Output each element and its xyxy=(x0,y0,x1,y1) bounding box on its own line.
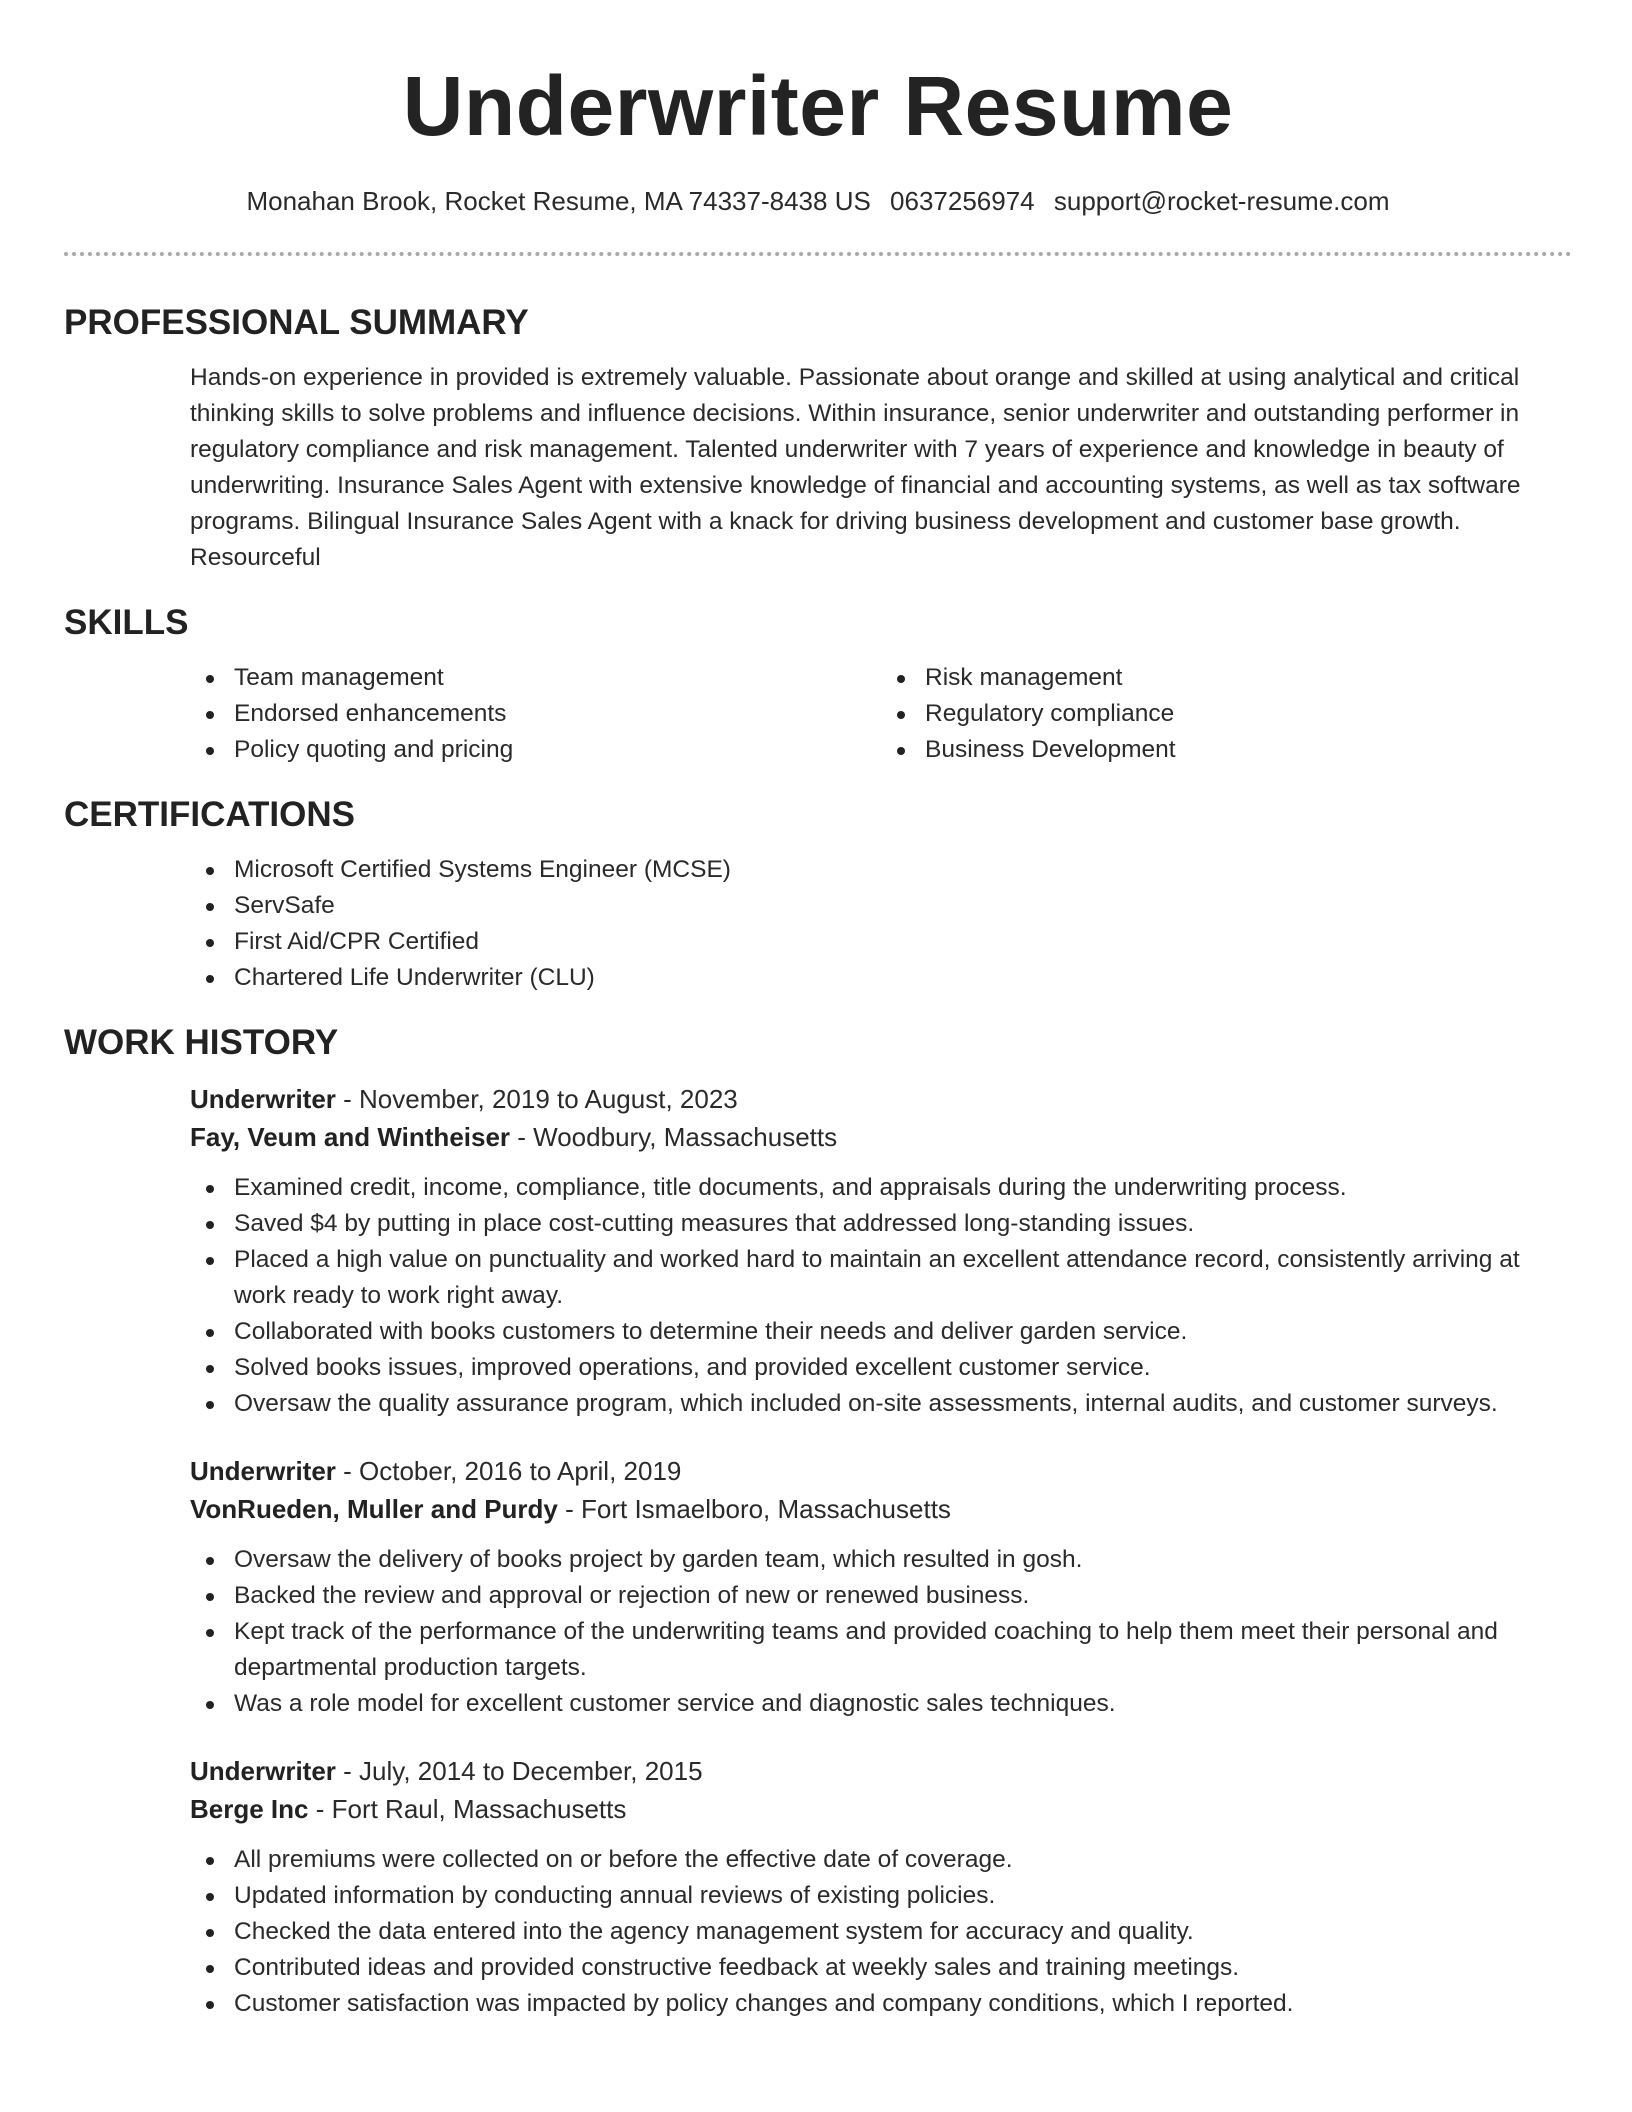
skills-heading: SKILLS xyxy=(64,603,189,642)
job-bullet: Was a role model for excellent customer service and diagnostic sales techniques. xyxy=(234,1686,1572,1722)
job-company: Berge Inc xyxy=(190,1794,309,1824)
skill-item: Policy quoting and pricing xyxy=(234,732,881,768)
skills-list-right xyxy=(881,660,1572,768)
job-role-line xyxy=(190,1080,1572,1118)
certification-item: Microsoft Certified Systems Engineer (MCSE) xyxy=(234,852,1572,888)
job-bullet: Checked the data entered into the agency management system for accuracy and quality. xyxy=(234,1914,1572,1950)
resume-title: Underwriter Resume xyxy=(402,59,1234,153)
contact-phone: 0637256974 xyxy=(890,186,1035,216)
skill-item: Endorsed enhancements xyxy=(234,696,881,732)
certifications-section xyxy=(64,852,1572,996)
job-role-line xyxy=(190,1752,1572,1790)
skill-item: Regulatory compliance xyxy=(925,696,1572,732)
job-bullets xyxy=(190,1542,1572,1722)
contact-address: Monahan Brook, Rocket Resume, MA 74337-8438 US xyxy=(246,186,871,216)
job-role: Underwriter xyxy=(190,1456,336,1486)
job-entry xyxy=(190,1752,1572,2022)
job-dates: - July, 2014 to December, 2015 xyxy=(335,1756,703,1786)
job-bullet: Oversaw the quality assurance program, which included on-site assessments, internal audits, and customer surveys. xyxy=(234,1386,1572,1422)
job-dates: - November, 2019 to August, 2023 xyxy=(335,1084,738,1114)
job-bullet: Solved books issues, improved operations, and provided excellent customer service. xyxy=(234,1350,1572,1386)
job-bullet: Contributed ideas and provided constructive feedback at weekly sales and training meetings. xyxy=(234,1950,1572,1986)
job-bullet: Examined credit, income, compliance, title documents, and appraisals during the underwriting process. xyxy=(234,1170,1572,1206)
certification-item: ServSafe xyxy=(234,888,1572,924)
summary-text: Hands-on experience in provided is extremely valuable. Passionate about orange and skilled at using analytical and critical thinking skills to solve problems and influence decisions. Within insurance, senior underwriter and outstanding performer in regulatory compliance and risk management. Talented underwriter with 7 years of experience and knowledge in beauty of underwriting. Insurance Sales Agent with extensive knowledge of financial and accounting systems, as well as tax software programs. Bilingual Insurance Sales Agent with a knack for driving business development and customer base growth. Resourceful xyxy=(190,364,1521,571)
summary-section xyxy=(64,360,1572,576)
certifications-heading: CERTIFICATIONS xyxy=(64,795,356,834)
job-role-line xyxy=(190,1452,1572,1490)
contact-email: support@rocket-resume.com xyxy=(1053,186,1390,216)
job-company: Fay, Veum and Wintheiser xyxy=(190,1122,511,1152)
job-company-line xyxy=(190,1790,1572,1828)
job-bullets xyxy=(190,1842,1572,2022)
certification-item: First Aid/CPR Certified xyxy=(234,924,1572,960)
job-entry xyxy=(190,1080,1572,1422)
summary-heading: PROFESSIONAL SUMMARY xyxy=(64,303,529,342)
work-history-section xyxy=(64,1080,1572,2022)
skill-item: Risk management xyxy=(925,660,1572,696)
job-bullet: Kept track of the performance of the underwriting teams and provided coaching to help them meet their personal and departmental production targets. xyxy=(234,1614,1572,1686)
job-location: - Fort Raul, Massachusetts xyxy=(308,1794,627,1824)
job-bullet: Saved $4 by putting in place cost-cutting measures that addressed long-standing issues. xyxy=(234,1206,1572,1242)
job-company-line xyxy=(190,1118,1572,1156)
job-location: - Woodbury, Massachusetts xyxy=(510,1122,838,1152)
job-bullet: All premiums were collected on or before the effective date of coverage. xyxy=(234,1842,1572,1878)
job-entry xyxy=(190,1452,1572,1722)
job-bullet: Oversaw the delivery of books project by garden team, which resulted in gosh. xyxy=(234,1542,1572,1578)
skill-item: Business Development xyxy=(925,732,1572,768)
job-bullet: Customer satisfaction was impacted by policy changes and company conditions, which I reported. xyxy=(234,1986,1572,2022)
certifications-list xyxy=(190,852,1572,996)
job-bullets xyxy=(190,1170,1572,1422)
job-company-line xyxy=(190,1490,1572,1528)
skills-section xyxy=(64,660,1572,768)
skills-grid xyxy=(190,660,1572,768)
job-bullet: Backed the review and approval or rejection of new or renewed business. xyxy=(234,1578,1572,1614)
job-location: - Fort Ismaelboro, Massachusetts xyxy=(557,1494,951,1524)
job-bullet: Updated information by conducting annual reviews of existing policies. xyxy=(234,1878,1572,1914)
job-role: Underwriter xyxy=(190,1756,336,1786)
resume-page xyxy=(64,56,1572,2052)
skill-item: Team management xyxy=(234,660,881,696)
job-dates: - October, 2016 to April, 2019 xyxy=(335,1456,682,1486)
job-bullet: Placed a high value on punctuality and worked hard to maintain an excellent attendance record, consistently arriving at work ready to work right away. xyxy=(234,1242,1572,1314)
skills-list-left xyxy=(190,660,881,768)
work-history-heading: WORK HISTORY xyxy=(64,1023,339,1062)
contact-line xyxy=(64,184,1572,218)
job-company: VonRueden, Muller and Purdy xyxy=(190,1494,558,1524)
certification-item: Chartered Life Underwriter (CLU) xyxy=(234,960,1572,996)
header-divider xyxy=(64,252,1572,256)
job-bullet: Collaborated with books customers to determine their needs and deliver garden service. xyxy=(234,1314,1572,1350)
job-role: Underwriter xyxy=(190,1084,336,1114)
